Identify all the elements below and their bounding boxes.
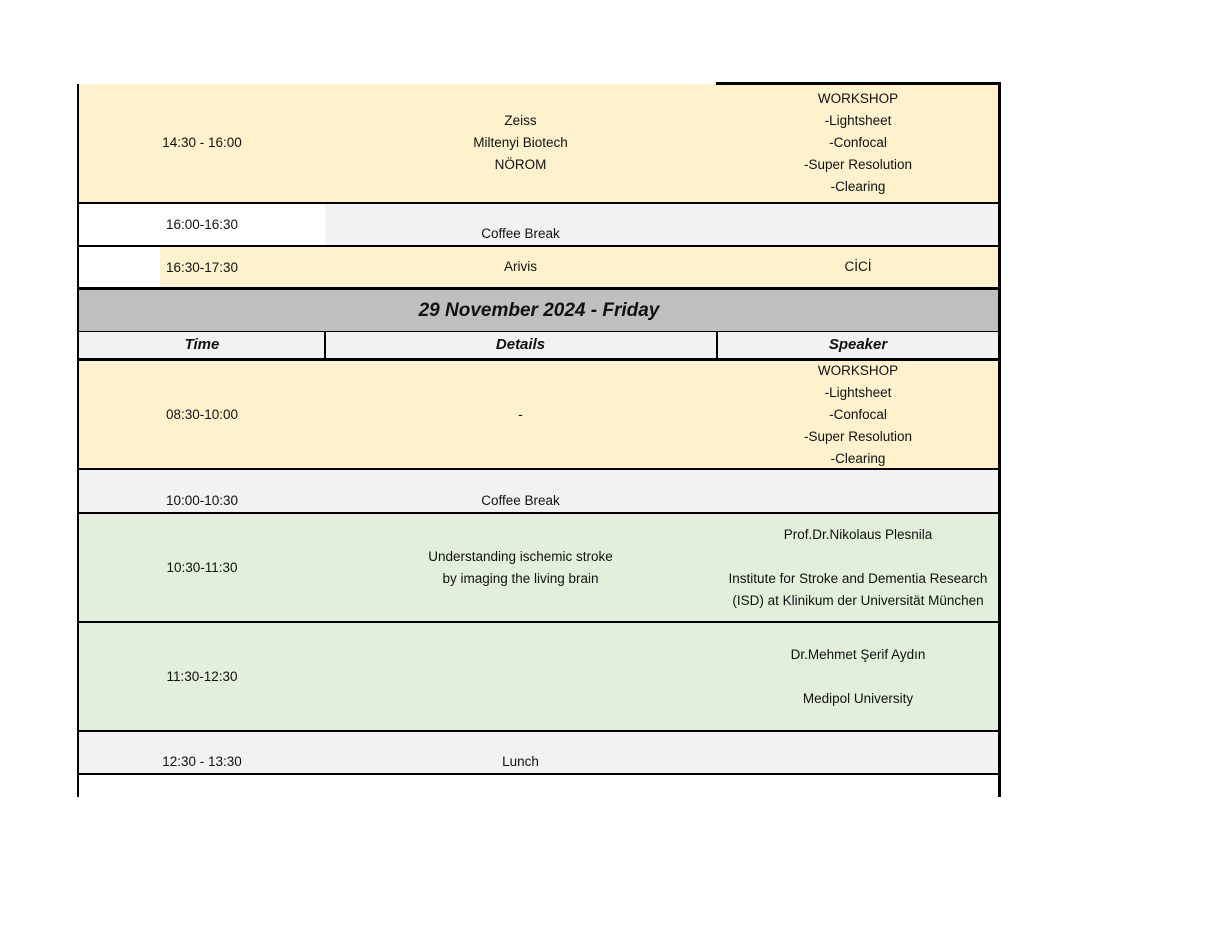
header-time-label: Time	[184, 336, 220, 353]
session-speaker	[717, 84, 999, 202]
arivis-details	[325, 247, 716, 287]
row-divider	[79, 773, 999, 775]
coffee-break-label: Coffee Break	[481, 226, 560, 241]
time-text: 16:00-16:30	[165, 216, 239, 232]
workshop-topic: -Clearing	[830, 179, 886, 194]
speaker-name: Prof.Dr.Nikolaus Plesnila	[783, 526, 933, 542]
speaker-affiliation: Institute for Stroke and Dementia Research	[728, 570, 988, 586]
company-name: Arivis	[504, 259, 537, 274]
time-text: 12:30 - 13:30	[162, 754, 242, 769]
details-text: -	[518, 406, 523, 422]
speaker-affiliation: (ISD) at Klinikum der Universität München	[732, 592, 984, 608]
column-header-details	[325, 332, 716, 358]
sponsor-name: NÖROM	[494, 157, 547, 172]
workshop-topic: -Confocal	[829, 406, 887, 422]
day-title-text: 29 November 2024 - Friday	[418, 299, 660, 321]
time-text: 10:30-11:30	[166, 559, 238, 575]
coffee-time	[79, 204, 325, 245]
workshop-title: WORKSHOP	[817, 362, 899, 378]
speaker-affiliation: Medipol University	[802, 690, 914, 706]
session-time	[79, 84, 325, 202]
column-header-speaker	[717, 332, 999, 358]
time-text: 16:30-17:30	[165, 260, 239, 275]
time-text: 11:30-12:30	[166, 668, 238, 684]
workshop-topic: -Confocal	[829, 135, 887, 150]
workshop-title: WORKSHOP	[817, 91, 899, 106]
lunch-label: Lunch	[502, 754, 539, 769]
workshop-topic: -Super Resolution	[803, 428, 913, 444]
coffee-details	[325, 470, 716, 512]
header-details-label: Details	[495, 336, 546, 353]
workshop-speaker	[717, 361, 999, 468]
arivis-speaker	[717, 247, 999, 287]
talk-speaker	[717, 623, 999, 730]
talk-title-line: Understanding ischemic stroke	[428, 548, 613, 564]
lunch-time	[79, 732, 325, 773]
time-text: 10:00-10:30	[165, 493, 239, 508]
workshop-topic: -Super Resolution	[803, 157, 913, 172]
talk-time	[79, 514, 325, 621]
header-speaker-label: Speaker	[828, 336, 888, 353]
sponsor-name: Miltenyi Biotech	[473, 135, 568, 150]
arivis-time	[79, 247, 325, 287]
talk-title-line: by imaging the living brain	[442, 570, 599, 586]
coffee-break-label: Coffee Break	[481, 493, 560, 508]
coffee-time	[79, 470, 325, 512]
workshop-topic: -Lightsheet	[824, 384, 892, 400]
speaker-name: Dr.Mehmet Şerif Aydın	[790, 646, 926, 662]
column-header-time	[79, 332, 325, 358]
talk-time	[79, 623, 325, 730]
time-text: 08:30-10:00	[165, 406, 239, 422]
session-details	[325, 84, 716, 202]
workshop-topic: -Lightsheet	[824, 113, 892, 128]
talk-speaker	[717, 514, 999, 621]
workshop-details	[325, 361, 716, 468]
day-title	[79, 290, 999, 331]
workshop-time	[79, 361, 325, 468]
time-text: 14:30 - 16:00	[162, 135, 242, 150]
sponsor-name: Zeiss	[504, 113, 537, 128]
workshop-topic: -Clearing	[830, 450, 886, 466]
speaker-name: CİCİ	[844, 259, 872, 274]
coffee-details	[325, 204, 716, 245]
talk-details	[325, 514, 716, 621]
lunch-details	[325, 732, 716, 773]
